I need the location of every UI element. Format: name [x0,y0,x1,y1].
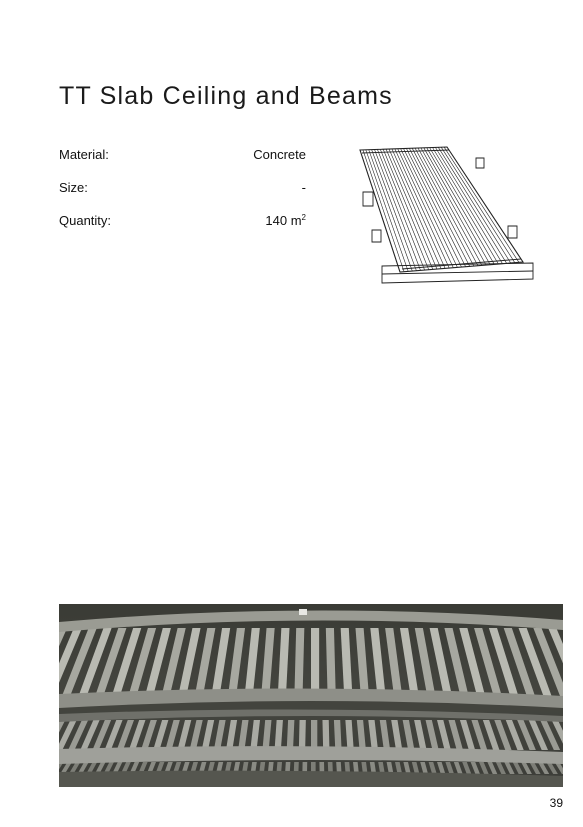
spec-value [265,213,306,228]
photo-rib [311,720,317,750]
slab-rib-line [409,148,469,266]
photo-rib [299,720,306,750]
spec-label: Quantity: [59,213,112,228]
slab-rib-line [435,147,506,263]
page-number: 39 [549,796,563,810]
slab-rib-line [424,148,490,265]
spec-row-size [59,180,306,198]
photo-rib [322,720,329,750]
spec-row-material [59,147,306,165]
slab-rib-line [441,147,515,262]
ceiling-photo-icon [59,604,563,787]
slab-rib-line [366,150,408,272]
tt-slab-drawing-icon [355,146,537,286]
slab-rib-line [401,149,458,268]
spec-label: Material: [59,147,109,162]
spec-value: - [301,180,306,195]
slab-rib-line [380,149,428,269]
slab-rib-lines [363,147,519,272]
slab-rib-line [369,150,413,271]
spec-label: Size: [59,180,88,195]
slab-rib-line [377,149,424,270]
slab-rib-line [430,148,499,264]
slab-rib-line [444,147,519,262]
quantity-number: 140 m [265,213,302,228]
spec-row-quantity [59,213,306,231]
spec-value: Concrete [253,147,306,162]
photo-rib [311,628,319,696]
page-title: TT Slab Ceiling and Beams [59,82,393,110]
unit-superscript: 2 [301,213,306,222]
slab-rib-line [398,149,454,268]
